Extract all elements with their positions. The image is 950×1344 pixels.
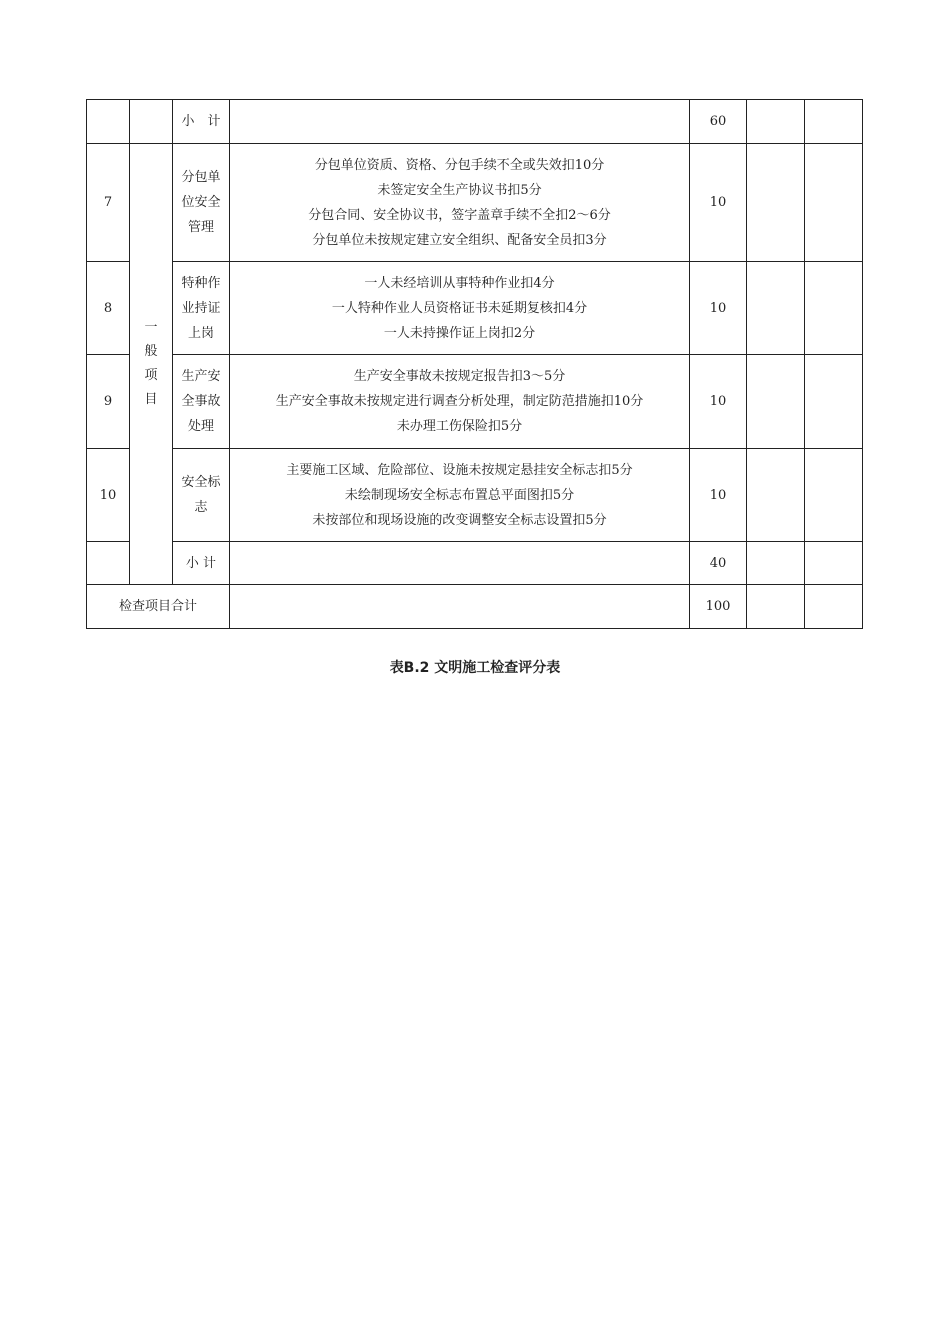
deduction-standards (230, 355, 690, 449)
standard-line: 未办理工伤保险扣5分 (396, 419, 523, 434)
score: 10 (690, 144, 747, 262)
row-number: 10 (87, 449, 130, 542)
table-cell (130, 100, 173, 144)
row-number: 9 (87, 355, 130, 449)
table-cell (747, 262, 805, 355)
check-item-line: 特种作 (181, 275, 221, 291)
deduction-standards (230, 262, 690, 355)
check-item (173, 449, 230, 542)
table-row (87, 262, 863, 355)
subtotal-label: 小 计 (173, 542, 230, 585)
check-item-line: 位安全 (181, 195, 221, 210)
subtotal-score: 40 (690, 542, 747, 585)
score: 10 (690, 355, 747, 449)
table-cell (805, 262, 863, 355)
total-score: 100 (690, 585, 747, 629)
table-row (87, 100, 863, 144)
check-item-line: 分包单 (181, 170, 221, 185)
check-item (173, 144, 230, 262)
check-item (173, 262, 230, 355)
standard-line: 分包单位未按规定建立安全组织、配备安全员扣3分 (312, 232, 607, 248)
table-cell (747, 585, 805, 629)
table-row (87, 542, 863, 585)
standard-line: 分包单位资质、资格、分包手续不全或失效扣10分 (314, 157, 605, 173)
table-cell (747, 100, 805, 144)
standard-line: 未签定安全生产协议书扣5分 (377, 182, 542, 198)
group-label-char: 一 (144, 320, 158, 335)
standard-line: 生产安全事故未按规定报告扣3～5分 (353, 369, 566, 384)
subtotal-label: 小 计 (173, 100, 230, 144)
table-cell (747, 355, 805, 449)
check-item-line: 安全标 (181, 475, 221, 490)
table-row (87, 355, 863, 449)
deduction-standards (230, 449, 690, 542)
table-cell (87, 542, 130, 585)
table-cell (805, 144, 863, 262)
check-item-line: 处理 (187, 419, 214, 434)
check-item-line: 上岗 (187, 325, 214, 341)
total-label: 检查项目合计 (87, 585, 230, 629)
standard-line: 一人特种作业人员资格证书未延期复核扣4分 (331, 300, 588, 316)
group-label-char: 般 (144, 344, 158, 359)
standard-line: 生产安全事故未按规定进行调查分析处理，制定防范措施扣10分 (275, 394, 644, 409)
standard-line: 主要施工区域、危险部位、设施未按规定悬挂安全标志扣5分 (286, 462, 633, 478)
row-number: 8 (87, 262, 130, 355)
table-cell (87, 100, 130, 144)
group-label-char: 目 (144, 392, 158, 407)
group-label-char: 项 (144, 368, 158, 383)
standard-line: 一人未经培训从事特种作业扣4分 (364, 275, 555, 291)
check-item-line: 生产安 (181, 369, 221, 384)
check-item-line: 业持证 (181, 300, 221, 316)
table-cell (805, 585, 863, 629)
table-cell (805, 355, 863, 449)
table-cell (747, 542, 805, 585)
table-cell (230, 100, 690, 144)
table-cell (805, 542, 863, 585)
standard-line: 未绘制现场安全标志布置总平面图扣5分 (344, 487, 575, 503)
group-label (130, 144, 173, 585)
table-cell (230, 585, 690, 629)
table-cell (230, 542, 690, 585)
row-number: 7 (87, 144, 130, 262)
subtotal-score: 60 (690, 100, 747, 144)
table-cell (805, 449, 863, 542)
table-row (87, 449, 863, 542)
table-row (87, 585, 863, 629)
table-cell (747, 449, 805, 542)
check-item-line: 志 (194, 500, 208, 515)
check-item (173, 355, 230, 449)
check-item-line: 管理 (187, 220, 214, 235)
table-cell (805, 100, 863, 144)
table-row (87, 144, 863, 262)
score: 10 (690, 449, 747, 542)
standard-line: 分包合同、安全协议书，签字盖章手续不全扣2～6分 (308, 207, 611, 223)
score: 10 (690, 262, 747, 355)
scoring-table (86, 99, 863, 629)
standard-line: 未按部位和现场设施的改变调整安全标志设置扣5分 (312, 512, 607, 528)
table-cell (747, 144, 805, 262)
standard-line: 一人未持操作证上岗扣2分 (383, 325, 536, 341)
table-caption: 表B.2 文明施工检查评分表 (389, 660, 561, 676)
deduction-standards (230, 144, 690, 262)
check-item-line: 全事故 (181, 394, 221, 409)
